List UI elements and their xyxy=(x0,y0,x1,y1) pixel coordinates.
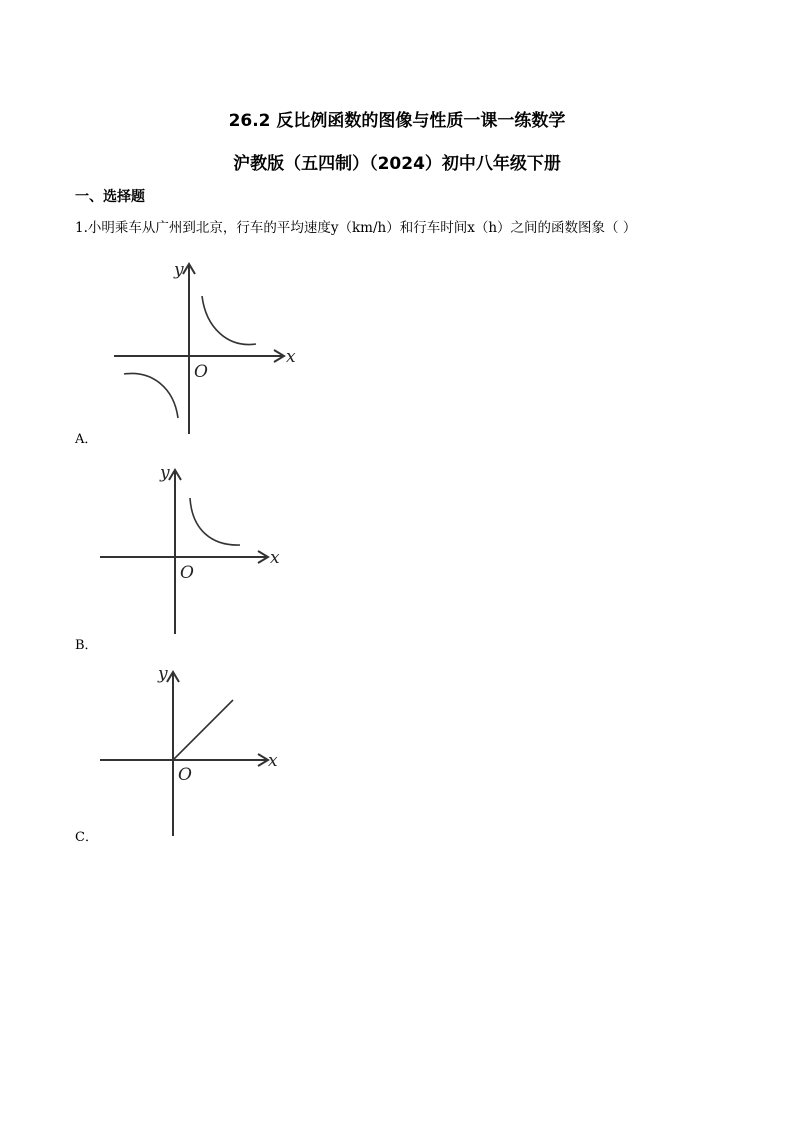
x-axis-label: x xyxy=(268,751,278,771)
x-axis-label: x xyxy=(286,347,296,367)
origin-label: O xyxy=(180,563,194,583)
option-a-graph xyxy=(110,258,310,438)
hyperbola-branch-upper xyxy=(202,296,256,345)
y-axis-label: y xyxy=(160,463,170,483)
y-axis-label: y xyxy=(158,664,168,684)
hyperbola-branch xyxy=(190,498,240,545)
question-1-text: 1.小明乘车从广州到北京，行车的平均速度y（km/h）和行车时间x（h）之间的函数图象（ ） xyxy=(75,220,637,236)
document-title: 26.2 反比例函数的图像与性质一课一练数学 xyxy=(228,111,566,131)
option-c-label: C． xyxy=(75,830,98,845)
document-subtitle: 沪教版（五四制）（2024）初中八年级下册 xyxy=(233,154,561,174)
x-axis-label: x xyxy=(270,548,280,568)
origin-label: O xyxy=(194,362,208,382)
straight-line xyxy=(173,700,233,760)
origin-label: O xyxy=(178,765,192,785)
hyperbola-branch-lower xyxy=(124,373,178,418)
y-axis-label: y xyxy=(174,260,184,280)
section-heading: 一、选择题 xyxy=(75,189,145,205)
option-b-label: B． xyxy=(75,638,98,653)
option-c-graph xyxy=(96,660,296,840)
option-b-graph xyxy=(96,460,296,640)
option-a-label: A． xyxy=(75,432,98,447)
